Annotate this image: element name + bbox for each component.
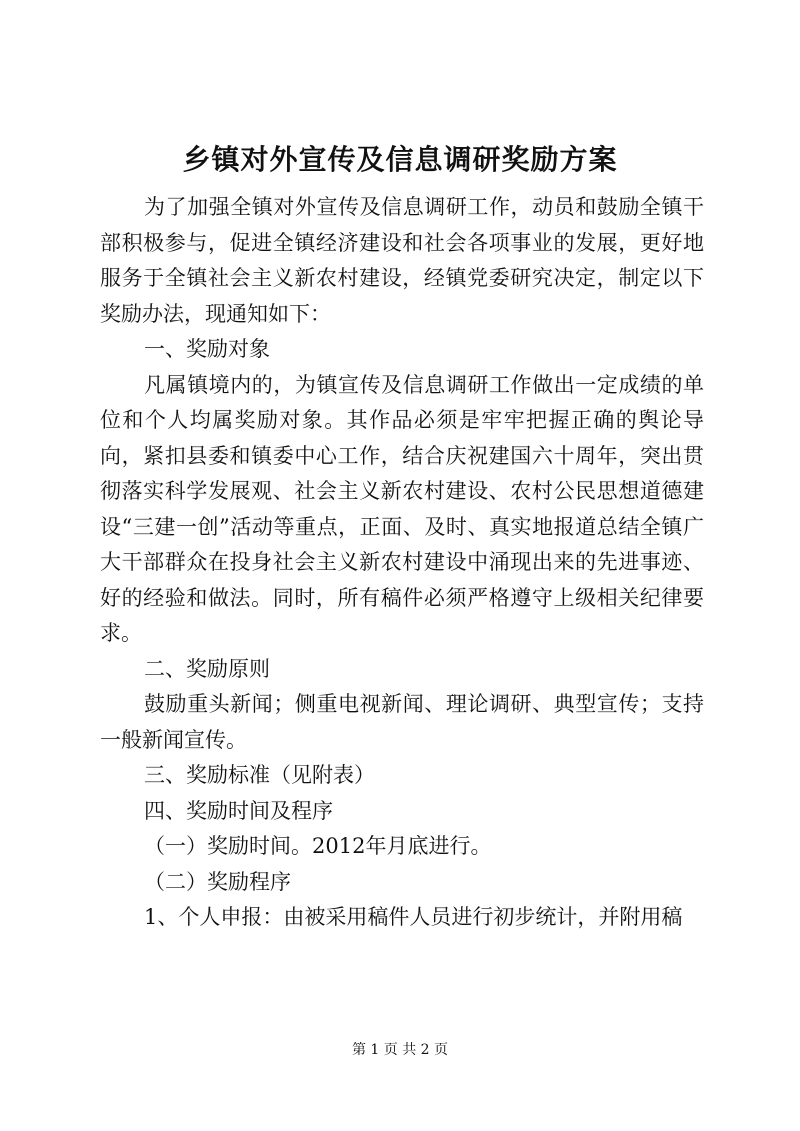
document-body (100, 190, 704, 936)
section-heading-award-standard: 三、奖励标准（见附表） (144, 763, 375, 787)
section-heading-award-time-procedure: 四、奖励时间及程序 (144, 798, 333, 823)
document-title: 乡镇对外宣传及信息调研奖励方案 (182, 143, 618, 176)
section-heading-award-target: 一、奖励对象 (144, 337, 270, 361)
paragraph-personal-application: 1、个人申报：由被采用稿件人员进行初步统计，并附用稿 (144, 905, 683, 929)
paragraph-award-target: 凡属镇境内的，为镇宣传及信息调研工作做出一定成绩的单位和个人均属奖励对象。其作品必须是牢牢把握正确的舆论导向，紧扣县委和镇委中心工作，结合庆祝建国六十周年，突出贯彻落实科学发展观、社会主义新农村建设、农村公民思想道德建设“三建一创”活动等重点，正面、及时、真实地报道总结全镇广大干部群众在投身社会主义新农村建设中涌现出来的先进事迹、好的经验和做法。同时，所有稿件必须严格遵守上级相关纪律要求。 (100, 372, 704, 645)
page-footer: 第 1 页 共 2 页 (351, 1042, 449, 1058)
subsection-award-time: （一）奖励时间。2012年月底进行。 (144, 834, 492, 858)
subsection-award-procedure: （二）奖励程序 (144, 869, 291, 894)
section-heading-award-principle: 二、奖励原则 (144, 656, 270, 681)
paragraph-award-principle: 鼓励重头新闻；侧重电视新闻、理论调研、典型宣传；支持一般新闻宣传。 (100, 692, 704, 752)
paragraph-intro: 为了加强全镇对外宣传及信息调研工作，动员和鼓励全镇干部积极参与，促进全镇经济建设和社会各项事业的发展，更好地服务于全镇社会主义新农村建设，经镇党委研究决定，制定以下奖励办法，现通知如下： (100, 195, 704, 326)
